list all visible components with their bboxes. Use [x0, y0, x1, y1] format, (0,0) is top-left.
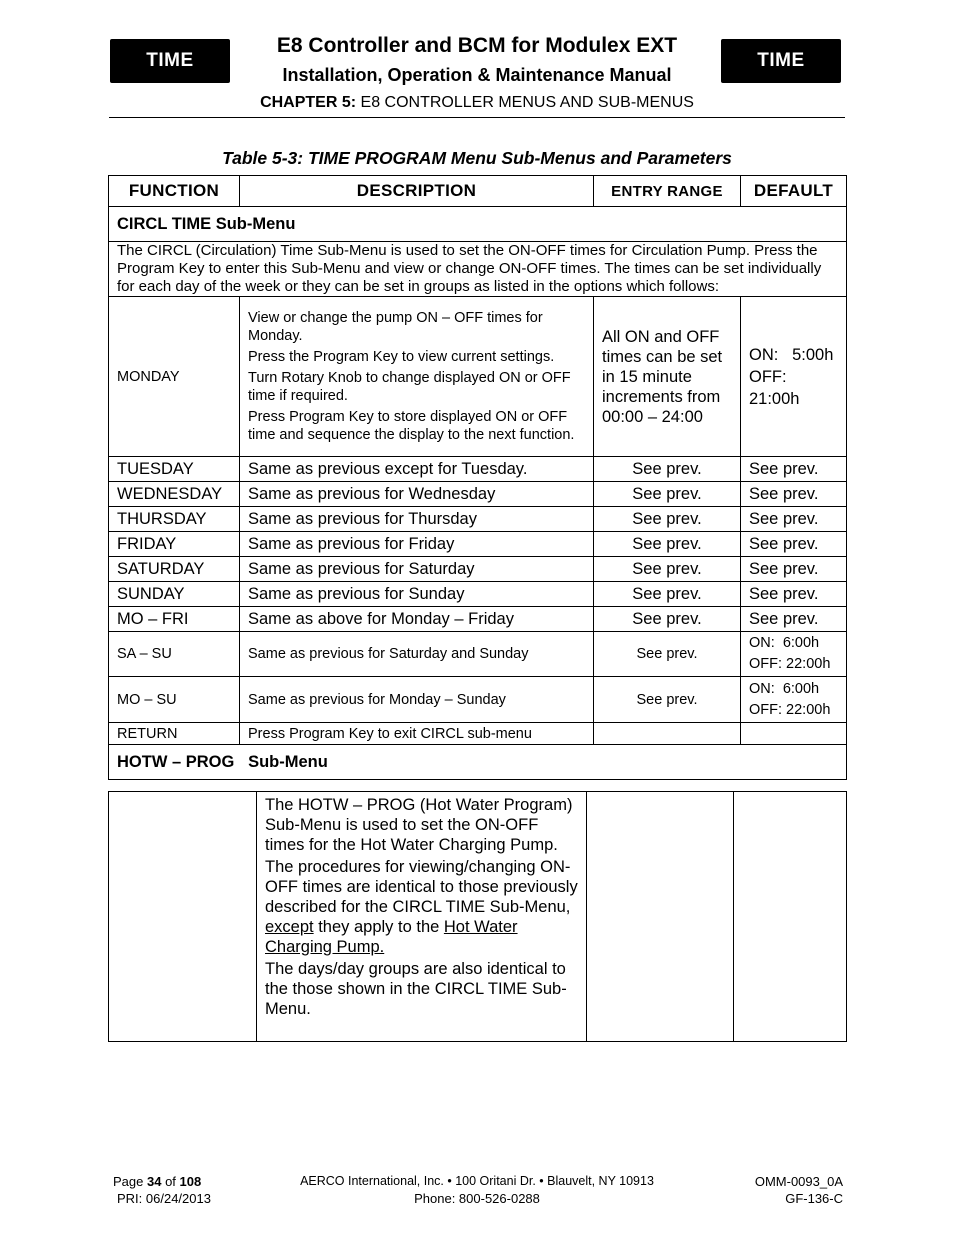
- description-cell: Same as previous for Wednesday: [240, 482, 594, 507]
- table-row: [109, 607, 847, 632]
- page-num: 34: [146, 1174, 162, 1189]
- description-cell: [257, 792, 587, 1042]
- function-cell: [109, 792, 257, 1042]
- table-row-hotw: [109, 792, 847, 1042]
- function-cell: SA – SU: [109, 632, 240, 677]
- chapter-heading: [0, 94, 954, 112]
- hotw-desc-2b: they apply to the: [313, 917, 444, 936]
- description-cell: [240, 297, 594, 457]
- hotw-desc-3: The days/day groups are also identical to the those shown in the CIRCL TIME Sub-Menu.: [265, 960, 567, 1018]
- entry-range-cell: See prev.: [594, 457, 741, 482]
- function-cell: MO – SU: [109, 677, 240, 723]
- hotw-desc-2-pump: Hot Water Charging Pump.: [265, 917, 518, 956]
- footer-right: [755, 1173, 843, 1207]
- monday-desc-1: View or change the pump ON – OFF times for Monday.: [248, 310, 543, 344]
- default-cell: [741, 677, 847, 723]
- hotw-desc-1: The HOTW – PROG (Hot Water Program) Sub-Menu is used to set the ON-OFF times for the Hot Water Charging Pump.: [265, 796, 573, 854]
- circl-section-title: CIRCL TIME Sub-Menu: [109, 207, 847, 242]
- function-cell: MONDAY: [109, 297, 240, 457]
- entry-range-cell: [587, 792, 734, 1042]
- company-phone: Phone: 800-526-0288: [414, 1191, 540, 1206]
- entry-range-cell: See prev.: [594, 607, 741, 632]
- entry-range-cell: [594, 723, 741, 745]
- page-prefix: Page: [113, 1174, 147, 1189]
- default-cell: See prev.: [741, 557, 847, 582]
- header-divider: [109, 117, 845, 118]
- time-badge-left: TIME: [110, 39, 230, 83]
- description-cell: Press Program Key to exit CIRCL sub-menu: [240, 723, 594, 745]
- pri-date: PRI: 06/24/2013: [117, 1191, 211, 1206]
- entry-range-cell: See prev.: [594, 507, 741, 532]
- description-cell: Same as previous for Thursday: [240, 507, 594, 532]
- description-cell: Same as previous for Sunday: [240, 582, 594, 607]
- monday-desc-4: Press Program Key to store displayed ON or OFF time and sequence the display to the next function.: [248, 409, 575, 443]
- function-cell: TUESDAY: [109, 457, 240, 482]
- function-cell: FRIDAY: [109, 532, 240, 557]
- table-row-return: [109, 723, 847, 745]
- function-cell: SUNDAY: [109, 582, 240, 607]
- table-row: [109, 457, 847, 482]
- manual-subtitle: Installation, Operation & Maintenance Manual: [282, 65, 672, 85]
- default-cell: See prev.: [741, 582, 847, 607]
- entry-range-cell: See prev.: [594, 482, 741, 507]
- hotw-desc-2a: The procedures for viewing/changing ON-OFF times are identical to those previously described for the CIRCL TIME Sub-Menu,: [265, 858, 578, 916]
- default-cell: [741, 632, 847, 677]
- function-cell: SATURDAY: [109, 557, 240, 582]
- default-off: OFF: 21:00h: [749, 367, 800, 408]
- hotw-table: [108, 791, 847, 1042]
- function-cell: RETURN: [109, 723, 240, 745]
- time-program-table: [108, 175, 847, 780]
- manual-title: E8 Controller and BCM for Modulex EXT: [276, 34, 678, 57]
- hotw-desc-2-except: except: [265, 917, 314, 936]
- table-row: [109, 507, 847, 532]
- default-cell: [734, 792, 847, 1042]
- circl-intro: The CIRCL (Circulation) Time Sub-Menu is used to set the ON-OFF times for Circulation Pump. Press the Program Key to enter this Sub-Menu and view or change ON-OFF times. The times can be set individually for each day of the week or they can be set in groups as listed in the options which follows:: [109, 242, 847, 297]
- table-header-row: [109, 176, 847, 207]
- description-cell: Same as previous except for Tuesday.: [240, 457, 594, 482]
- entry-range-cell: See prev.: [594, 677, 741, 723]
- form-id: GF-136-C: [785, 1191, 843, 1206]
- function-cell: WEDNESDAY: [109, 482, 240, 507]
- description-cell: Same as previous for Monday – Sunday: [240, 677, 594, 723]
- col-entry-range: ENTRY RANGE: [594, 176, 741, 207]
- default-cell: [741, 297, 847, 457]
- document-id: OMM-0093_0A: [754, 1174, 843, 1189]
- description-cell: Same as previous for Saturday and Sunday: [240, 632, 594, 677]
- table-row: [109, 557, 847, 582]
- hotw-desc-2: [265, 858, 578, 957]
- time-badge-right: TIME: [721, 39, 841, 83]
- table-row-mosu: [109, 677, 847, 723]
- default-off: OFF: 22:00h: [749, 701, 831, 718]
- default-on: ON: 6:00h: [749, 635, 820, 651]
- chapter-title: E8 CONTROLLER MENUS AND SUB-MENUS: [360, 94, 694, 111]
- col-function: FUNCTION: [109, 176, 240, 207]
- default-cell: See prev.: [741, 482, 847, 507]
- entry-range-cell: See prev.: [594, 632, 741, 677]
- monday-desc-2: Press the Program Key to view current settings.: [248, 349, 555, 365]
- col-default: DEFAULT: [741, 176, 847, 207]
- page-total: 108: [179, 1174, 202, 1189]
- table-row: [109, 532, 847, 557]
- function-cell: MO – FRI: [109, 607, 240, 632]
- default-on: ON: 6:00h: [749, 680, 820, 697]
- col-description: DESCRIPTION: [240, 176, 594, 207]
- monday-desc-3: Turn Rotary Knob to change displayed ON or OFF time if required.: [248, 370, 571, 404]
- default-cell: See prev.: [741, 532, 847, 557]
- description-cell: Same as above for Monday – Friday: [240, 607, 594, 632]
- table-row-sasu: [109, 632, 847, 677]
- description-cell: Same as previous for Saturday: [240, 557, 594, 582]
- default-cell: See prev.: [741, 607, 847, 632]
- description-cell: Same as previous for Friday: [240, 532, 594, 557]
- entry-range-cell: See prev.: [594, 557, 741, 582]
- table-caption: Table 5-3: TIME PROGRAM Menu Sub-Menus and Parameters: [222, 148, 732, 168]
- default-off: OFF: 22:00h: [749, 656, 831, 672]
- hotw-section-title: HOTW – PROG Sub-Menu: [109, 745, 847, 780]
- default-cell: See prev.: [741, 507, 847, 532]
- chapter-label: CHAPTER 5:: [260, 94, 357, 111]
- default-cell: [741, 723, 847, 745]
- default-on: ON: 5:00h: [749, 345, 834, 364]
- company-address: AERCO International, Inc. • 100 Oritani Dr. • Blauvelt, NY 10913: [300, 1174, 654, 1188]
- entry-range-cell: All ON and OFF times can be set in 15 minute increments from 00:00 – 24:00: [594, 297, 741, 457]
- page-of: of: [161, 1174, 180, 1189]
- function-cell: THURSDAY: [109, 507, 240, 532]
- table-row: [109, 582, 847, 607]
- table-row-monday: [109, 297, 847, 457]
- default-cell: See prev.: [741, 457, 847, 482]
- entry-range-cell: See prev.: [594, 582, 741, 607]
- table-row: [109, 482, 847, 507]
- entry-range-cell: See prev.: [594, 532, 741, 557]
